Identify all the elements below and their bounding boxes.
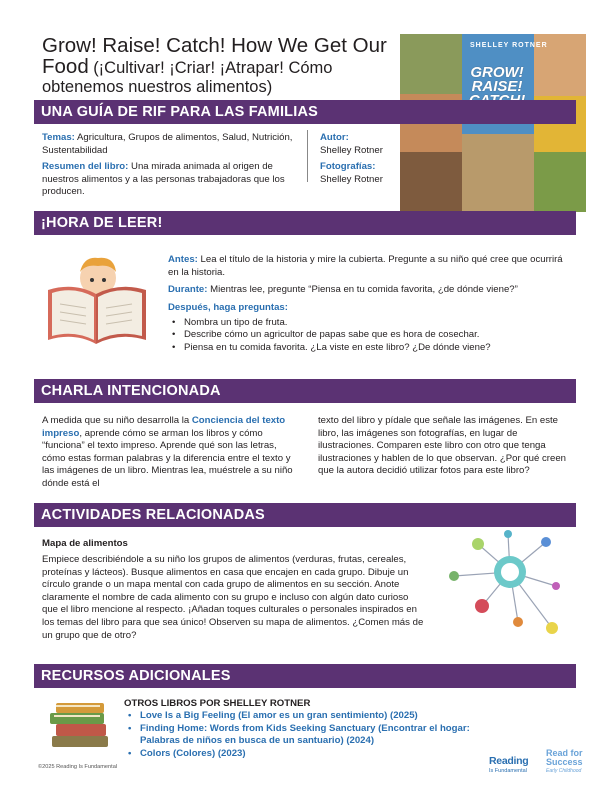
charla-band bbox=[34, 379, 576, 403]
list-item: • Piensa en tu comida favorita. ¿La viste en este libro? ¿De dónde viene? bbox=[168, 342, 572, 355]
despues-label: Después, haga preguntas: bbox=[168, 302, 288, 313]
question-list bbox=[168, 317, 572, 355]
autor-block bbox=[320, 132, 400, 157]
cover-title: GROW! RAISE! bbox=[470, 64, 524, 95]
books-list bbox=[124, 710, 496, 760]
autor-label: Autor: bbox=[320, 132, 349, 143]
title-main: Grow! Raise! Catch! How We Get Our Food bbox=[42, 34, 387, 78]
durante-block bbox=[168, 284, 572, 297]
temas-value: Agricultura, Grupos de alimentos, Salud, Nutrición, Sustentabilidad bbox=[42, 132, 293, 156]
charla-term: Conciencia del texto impreso bbox=[42, 415, 286, 439]
charla-text: A medida que su niño desarrolla la bbox=[42, 415, 192, 426]
resumen-value: Una mirada animada al origen de nuestros alimentos y a las personas trabajadoras que los producen. bbox=[42, 161, 285, 198]
resumen-block bbox=[42, 161, 298, 199]
food-map-icon bbox=[438, 524, 576, 646]
leer-band bbox=[34, 211, 576, 235]
activity-body: Empiece describiéndole a su niño los grupos de alimentos (verduras, frutas, cereales, proteínas y lácteos). Busque alimentos en casa que encajen en cada grupo. Dibuje un círculo grande o un mapa mental con cada grupo de alimentos en su sección. Anote claramente el nombre de cada alimento con su grupo e incluso con algún dato curioso que el libro mencione al respecto. ¡Añadan toques culturales o personales inspirados en los temas del libro para que sea único! Observen su mapa de alimentos. ¿Comen más de un grupo que de otro? bbox=[42, 554, 424, 641]
list-item: • Colors (Colores) (2023) bbox=[124, 748, 496, 761]
charla-text: , aprende cómo se arman los libros y cómo “funciona” el texto impreso. Aprende qué son las letras, cómo estas forman palabras y la diferencia entre el texto y las imágenes de un libro. Mientras lea, muéstrele a su niño dónde está el bbox=[42, 427, 293, 489]
rif-logo-sub: Is Fundamental bbox=[489, 768, 527, 774]
charla-band-label: CHARLA INTENCIONADA bbox=[41, 383, 221, 399]
recursos-band bbox=[34, 664, 576, 688]
books-stack-icon bbox=[48, 700, 112, 750]
foto-block bbox=[320, 161, 400, 186]
cover-photo bbox=[462, 134, 534, 212]
rif-logo bbox=[489, 751, 541, 774]
activity-heading: Mapa de alimentos bbox=[42, 538, 128, 549]
cover-photo bbox=[400, 34, 462, 94]
charla-col2: texto del libro y pídale que señale las imágenes. En este libro, las imágenes son fotografías, en lugar de ilustraciones. Comparen este libro con otro que tenga ilustraciones y hablen de lo que observan. ¿Por qué creen que la autora decidió utilizar fotos para este libro? bbox=[318, 415, 566, 477]
list-item: • Finding Home: Words from Kids Seeking Sanctuary (Encontrar el hogar: Palabras de niños en busca de un santuario) (2024) bbox=[124, 723, 496, 748]
cover-photo bbox=[400, 152, 462, 212]
leer-band-label: ¡HORA DE LEER! bbox=[41, 215, 163, 231]
divider bbox=[307, 130, 308, 182]
list-item: • Describe cómo un agricultor de papas sabe que es hora de cosechar. bbox=[168, 329, 572, 342]
despues-block bbox=[168, 302, 572, 354]
copyright: ©2025 Reading Is Fundamental bbox=[38, 764, 118, 770]
durante-value: Mientras lee, pregunte “Piensa en tu comida favorita, ¿de dónde viene?” bbox=[210, 284, 518, 295]
antes-value: Lea el título de la historia y mire la cubierta. Pregunte a su niño qué cree que ocurrirá en la historia. bbox=[168, 254, 563, 278]
foto-value: Shelley Rotner bbox=[320, 173, 383, 185]
child-reading-icon bbox=[40, 248, 152, 348]
list-item: • Love Is a Big Feeling (El amor es un gran sentimiento) (2025) bbox=[124, 710, 496, 723]
rs-logo-text: Read for Success bbox=[546, 748, 583, 767]
list-item: • Nombra un tipo de fruta. bbox=[168, 317, 572, 330]
title-sub: (¡Cultivar! ¡Criar! ¡Atrapar! Cómo obtenemos nuestros alimentos) bbox=[42, 59, 333, 96]
read-for-success-logo bbox=[546, 749, 590, 776]
recursos-band-label: RECURSOS ADICIONALES bbox=[41, 668, 231, 684]
temas-block bbox=[42, 132, 298, 157]
temas-label: Temas: bbox=[42, 132, 75, 143]
rif-logo-text: Reading bbox=[489, 755, 529, 767]
rs-logo-sub: Early Childhood bbox=[546, 768, 582, 774]
autor-value: Shelley Rotner bbox=[320, 144, 383, 156]
antes-block bbox=[168, 254, 572, 279]
actividades-band-label: ACTIVIDADES RELACIONADAS bbox=[41, 507, 265, 523]
resumen-label: Resumen del libro: bbox=[42, 161, 129, 172]
cover-author: SHELLEY ROTNER bbox=[470, 42, 548, 49]
durante-label: Durante: bbox=[168, 284, 208, 295]
antes-label: Antes: bbox=[168, 254, 198, 265]
guide-band bbox=[34, 100, 576, 124]
foto-label: Fotografías: bbox=[320, 161, 376, 172]
cover-photo bbox=[534, 152, 586, 212]
page-title bbox=[42, 36, 402, 97]
guide-band-label: UNA GUÍA DE RIF PARA LAS FAMILIAS bbox=[41, 104, 318, 120]
recursos-heading: OTROS LIBROS POR SHELLEY ROTNER bbox=[124, 698, 311, 709]
charla-col1 bbox=[42, 415, 298, 491]
